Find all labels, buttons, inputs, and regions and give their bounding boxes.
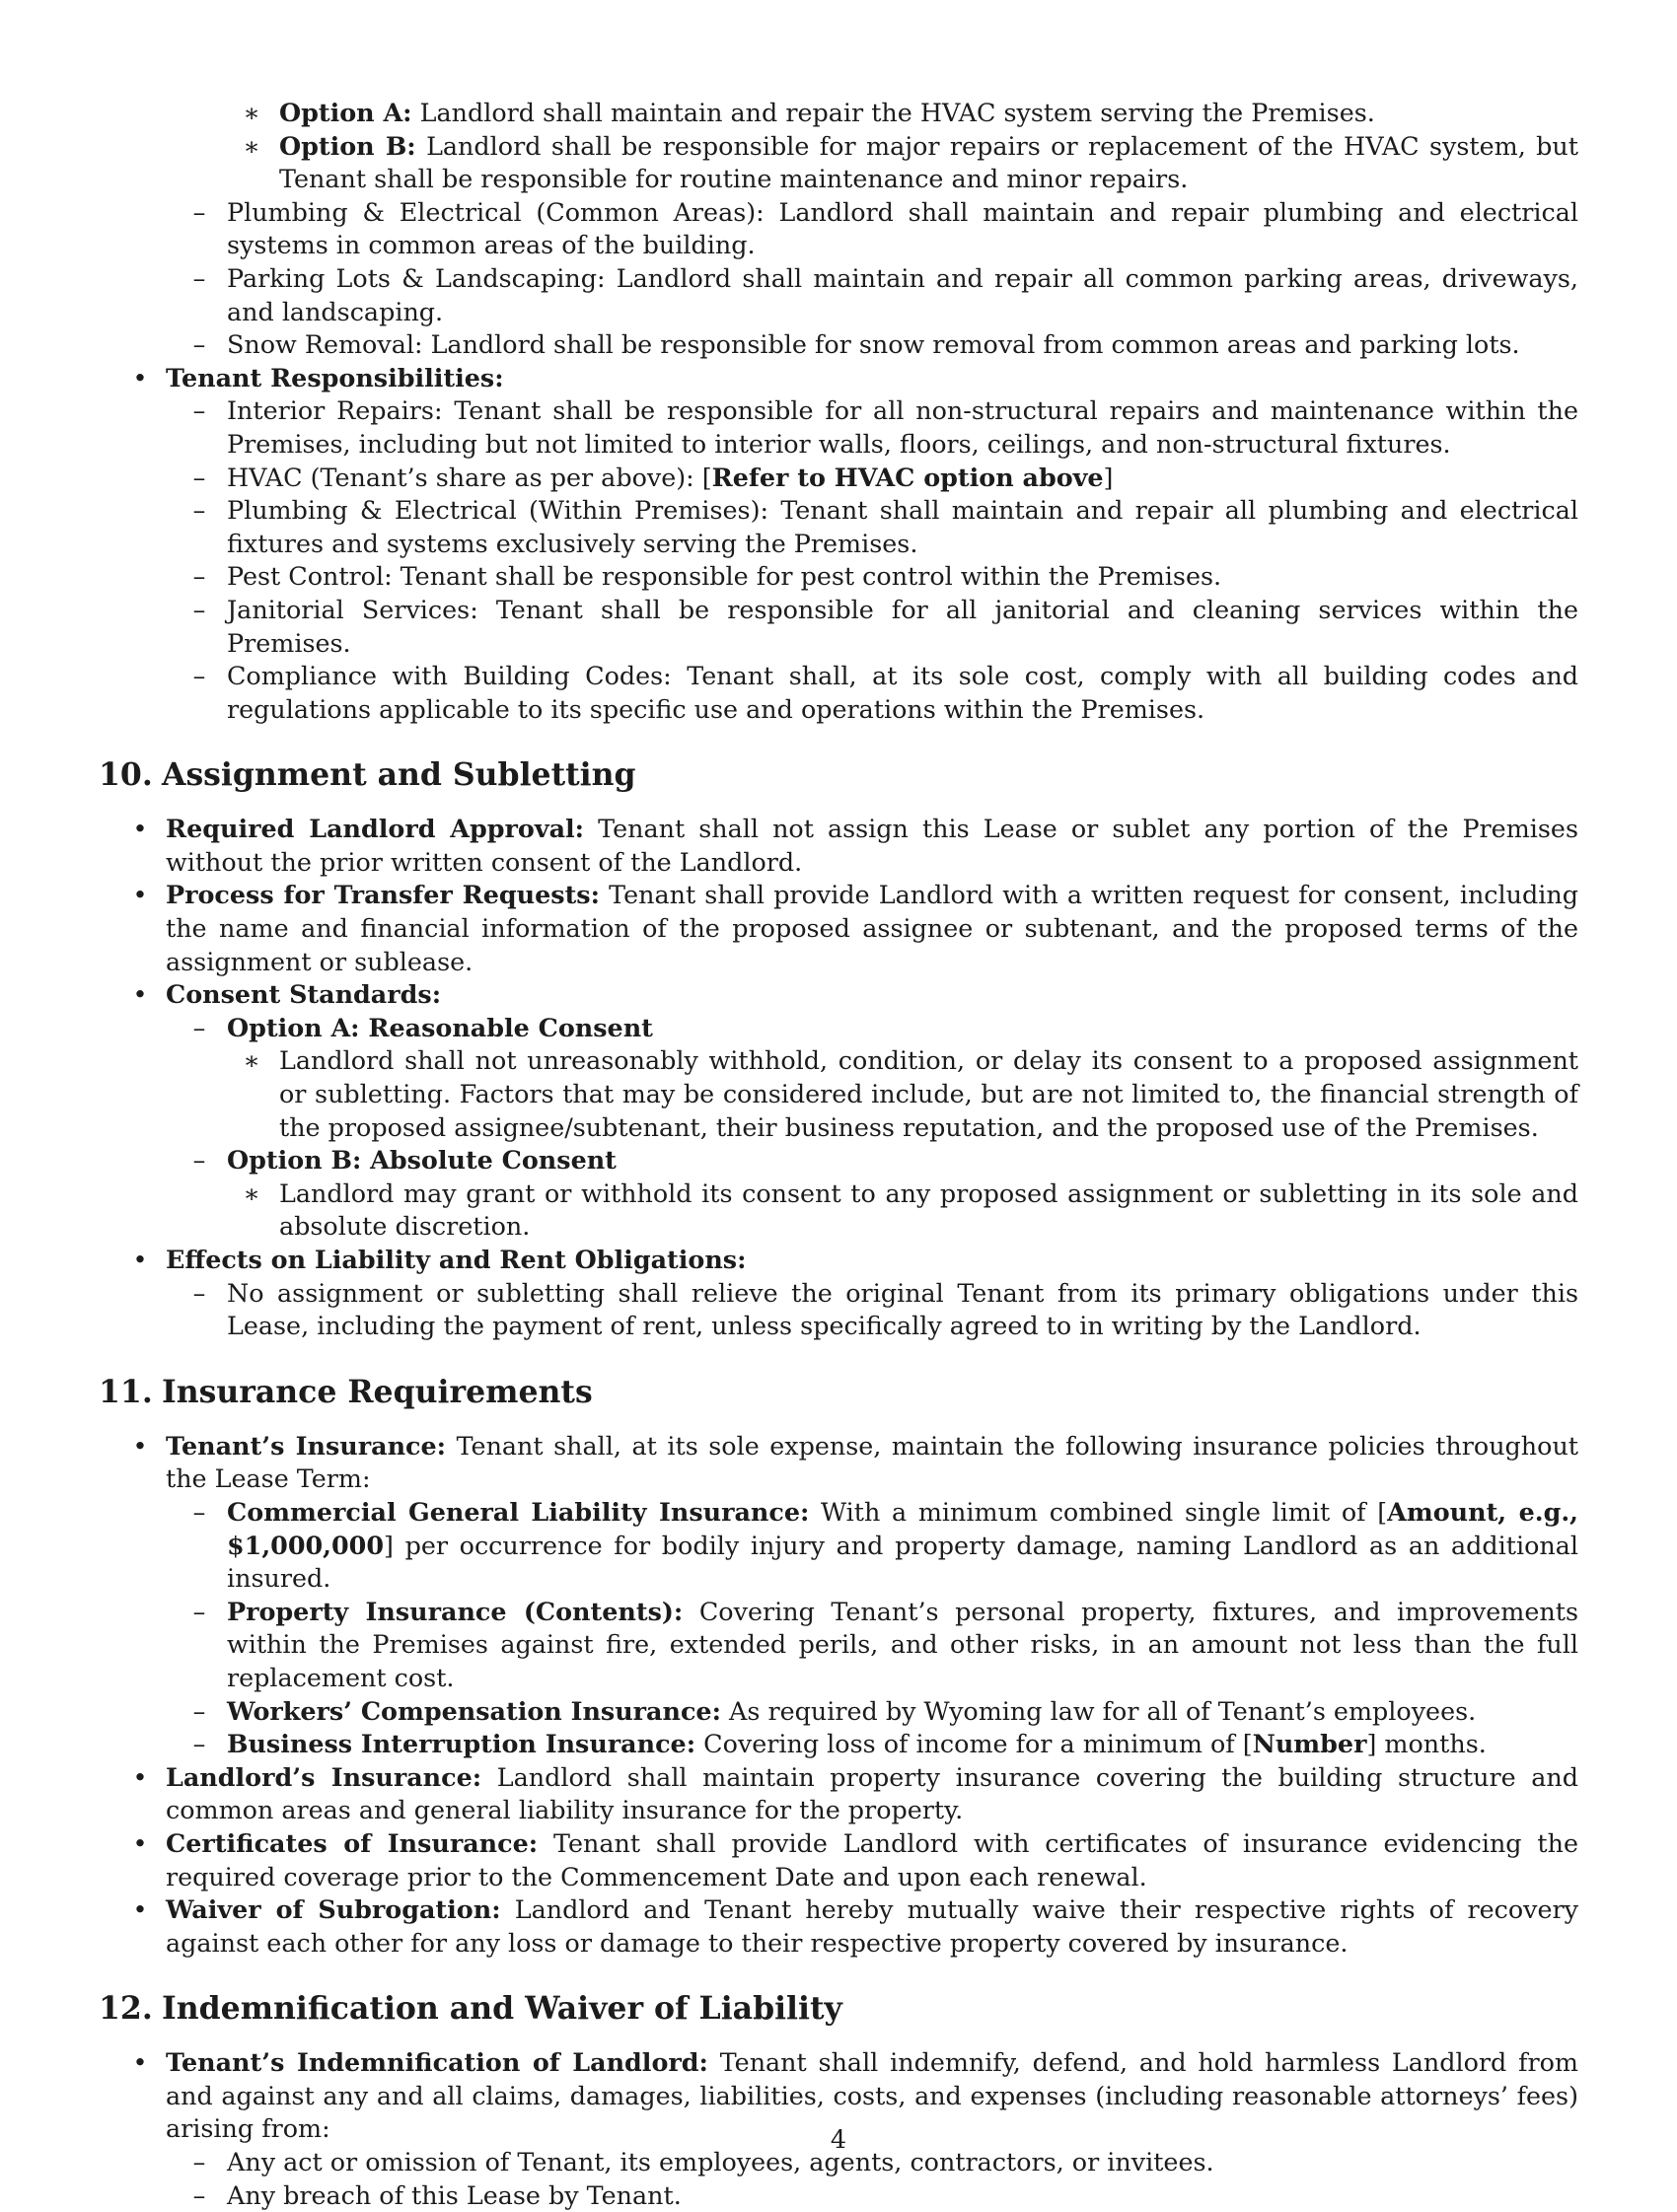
list-item [99,1244,1578,1277]
item-text: Landlord shall maintain property insurance covering the building structure and common areas and general liability insurance for the property. [166,1761,1578,1825]
bullet-dash: – [192,594,206,624]
item-label: Property Insurance (Contents): [227,1596,684,1626]
item-label: Process for Transfer Requests: [166,880,600,910]
bullet-dash: – [192,1145,206,1176]
bullet-dot: • [132,1761,148,1792]
item-label: Consent Standards: [166,979,442,1010]
bullet-asterisk: ∗ [243,1045,260,1076]
bullet-dot: • [132,1430,148,1461]
item-text: No assignment or subletting shall relieve the original Tenant from its primary obligations under this Lease, including the payment of rent, unless specifically agreed to in writing by the Landlord. [227,1277,1578,1341]
placeholder-text: Refer to HVAC option above [711,462,1104,492]
bullet-dash: – [192,1277,206,1308]
item-text: Tenant shall, at its sole expense, maintain the following insurance policies throughout the Lease Term: [166,1430,1578,1494]
bullet-dot: • [132,1827,148,1858]
item-text: Janitorial Services: Tenant shall be responsible for all janitorial and cleaning services within the Premises. [227,594,1578,658]
section-title: Indemnification and Waiver of Liability [162,1990,842,2028]
bullet-dash: – [192,1695,206,1726]
item-text: With a minimum combined single limit of [ [809,1496,1388,1527]
bullet-dot: • [132,2047,148,2078]
item-text: Snow Removal: Landlord shall be responsible for snow removal from common areas and parking lots. [227,329,1520,360]
item-label: Business Interruption Insurance: [227,1729,696,1759]
item-text: Any breach of this Lease by Tenant. [227,2179,682,2210]
list-item [99,494,1578,560]
item-text: ] months. [1366,1729,1487,1759]
section-10-list [99,813,1578,1343]
item-label: Effects on Liability and Rent Obligations: [166,1245,747,1274]
list-item [99,1177,1578,1244]
item-text: ] per occurrence for bodily injury and property damage, naming Landlord as an additional insured. [227,1530,1578,1594]
list-item [99,1277,1578,1343]
bullet-dot: • [132,880,148,910]
section-heading-10 [99,755,1578,795]
item-text: Parking Lots & Landscaping: Landlord shall maintain and repair all common parking areas, driveways, and landscaping. [227,262,1578,326]
item-label: Tenant’s Indemnification of Landlord: [166,2047,708,2078]
section-heading-11 [99,1373,1578,1412]
list-item [99,1893,1578,1960]
item-text: Any act or omission of Tenant, its employees, agents, contractors, or invitees. [227,2147,1214,2177]
bullet-dash: – [192,2179,206,2210]
list-item [99,1695,1578,1729]
bullet-dash: – [192,561,206,592]
page-number: 4 [830,2124,847,2154]
item-text: HVAC (Tenant’s share as per above): [ [227,462,712,492]
list-item [99,462,1578,495]
bullet-dash: – [192,1729,206,1759]
item-text: Covering Tenant’s personal property, fixtures, and improvements within the Premises against fire, extended perils, and other risks, in an amount not less than the full replacement cost. [227,1596,1578,1692]
list-item [99,1761,1578,1827]
item-text: Plumbing & Electrical (Common Areas): Landlord shall maintain and repair plumbing and electrical systems in common areas of the building. [227,196,1578,260]
item-label: Option A: [279,98,412,127]
item-label: Tenant’s Insurance: [166,1430,447,1461]
item-text: Landlord may grant or withhold its consent to any proposed assignment or subletting in its sole and absolute discretion. [279,1177,1578,1242]
list-item [99,1430,1578,1496]
list-item [99,394,1578,461]
bullet-dot: • [132,1894,148,1925]
section-title: Assignment and Subletting [162,756,636,794]
list-item [99,2179,1578,2212]
item-label: Tenant Responsibilities: [166,362,504,392]
item-text: Landlord shall maintain and repair the HVAC system serving the Premises. [411,98,1375,127]
bullet-dash: – [192,1012,206,1042]
item-label: Commercial General Liability Insurance: [227,1496,810,1527]
section-heading-12 [99,1989,1578,2029]
bullet-dot: • [132,814,148,844]
item-text: Interior Repairs: Tenant shall be responsible for all non-structural repairs and maintenance within the Premises, including but not limited to interior walls, floors, ceilings, and non-structural fixtures. [227,395,1578,459]
item-text: Plumbing & Electrical (Within Premises): Tenant shall maintain and repair all plumbing and electrical fixtures and systems exclusively serving the Premises. [227,495,1578,558]
section-number: 12. [99,1990,153,2028]
bullet-dot: • [132,979,148,1010]
bullet-asterisk: ∗ [243,98,260,127]
item-label: Required Landlord Approval: [166,814,585,844]
list-item [99,1144,1578,1177]
item-label: Workers’ Compensation Insurance: [227,1695,721,1726]
bullet-dot: • [132,1245,148,1274]
list-item [99,1728,1578,1761]
bullet-dash: – [192,1596,206,1626]
bullet-asterisk: ∗ [243,130,260,161]
list-item [99,978,1578,1012]
item-text: Compliance with Building Codes: Tenant shall, at its sole cost, comply with all building codes and regulations applicable to its specific use and operations within the Premises. [227,661,1578,724]
item-text: Landlord and Tenant hereby mutually waive their respective rights of recovery against each other for any loss or damage to their respective property covered by insurance. [166,1894,1578,1958]
item-label: Landlord’s Insurance: [166,1761,482,1792]
list-item [99,262,1578,328]
item-text: ] [1103,462,1114,492]
item-text: Tenant shall indemnify, defend, and hold harmless Landlord from and against any and all claims, damages, liabilities, costs, and expenses (including reasonable attorneys’ fees) arising from: [166,2047,1578,2144]
item-label: Option B: [279,130,416,161]
list-item [99,362,1578,395]
bullet-dash: – [192,329,206,360]
list-item [99,560,1578,594]
item-label: Option A: Reasonable Consent [227,1012,653,1042]
item-text: Tenant shall not assign this Lease or sublet any portion of the Premises without the prior written consent of the Landlord. [166,814,1578,877]
section-title: Insurance Requirements [162,1373,593,1410]
bullet-asterisk: ∗ [243,1177,260,1208]
list-item [99,196,1578,262]
bullet-dash: – [192,1496,206,1527]
list-item [99,879,1578,978]
item-text: Landlord shall not unreasonably withhold, condition, or delay its consent to a proposed assignment or subletting. Factors that may be considered include, but are not limited to, the financial strength of the proposed assignee/subtenant, their business reputation, and the proposed use of the Premises. [279,1045,1578,1142]
list-item [99,1596,1578,1695]
list-item [99,130,1578,196]
bullet-dash: – [192,262,206,293]
item-text: Landlord shall be responsible for major repairs or replacement of the HVAC system, but Tenant shall be responsible for routine maintenance and minor repairs. [279,130,1578,194]
item-text: Covering loss of income for a minimum of [ [695,1729,1253,1759]
list-item [99,1044,1578,1144]
item-label: Waiver of Subrogation: [166,1894,501,1925]
bullet-dash: – [192,196,206,227]
item-label: Option B: Absolute Consent [227,1145,617,1176]
list-item [99,1827,1578,1893]
item-text: Tenant shall provide Landlord with certificates of insurance evidencing the required coverage prior to the Commencement Date and upon each renewal. [166,1827,1578,1891]
section-number: 11. [99,1373,153,1410]
bullet-dash: – [192,462,206,492]
list-item [99,97,1578,130]
bullet-dash: – [192,495,206,526]
list-item [99,660,1578,726]
item-label: Certificates of Insurance: [166,1827,539,1858]
item-text: As required by Wyoming law for all of Tenant’s employees. [720,1695,1477,1726]
item-text: Tenant shall provide Landlord with a written request for consent, including the name and financial information of the proposed assignee or subtenant, and the proposed terms of the assignment or sublease. [166,880,1578,976]
document-page [99,97,1578,2212]
section-11-list [99,1430,1578,1961]
list-item [99,1012,1578,1045]
placeholder-text: Amount, e.g., $1,000,000 [227,1496,1579,1560]
list-item [99,1496,1578,1596]
item-text: Pest Control: Tenant shall be responsible for pest control within the Premises. [227,561,1222,592]
continued-maintenance-list [99,97,1578,726]
list-item [99,328,1578,362]
list-item [99,594,1578,660]
bullet-dash: – [192,661,206,691]
bullet-dash: – [192,395,206,426]
section-number: 10. [99,756,153,794]
placeholder-text: Number [1252,1729,1367,1759]
list-item [99,813,1578,879]
bullet-dash: – [192,2147,206,2177]
bullet-dot: • [132,362,148,392]
